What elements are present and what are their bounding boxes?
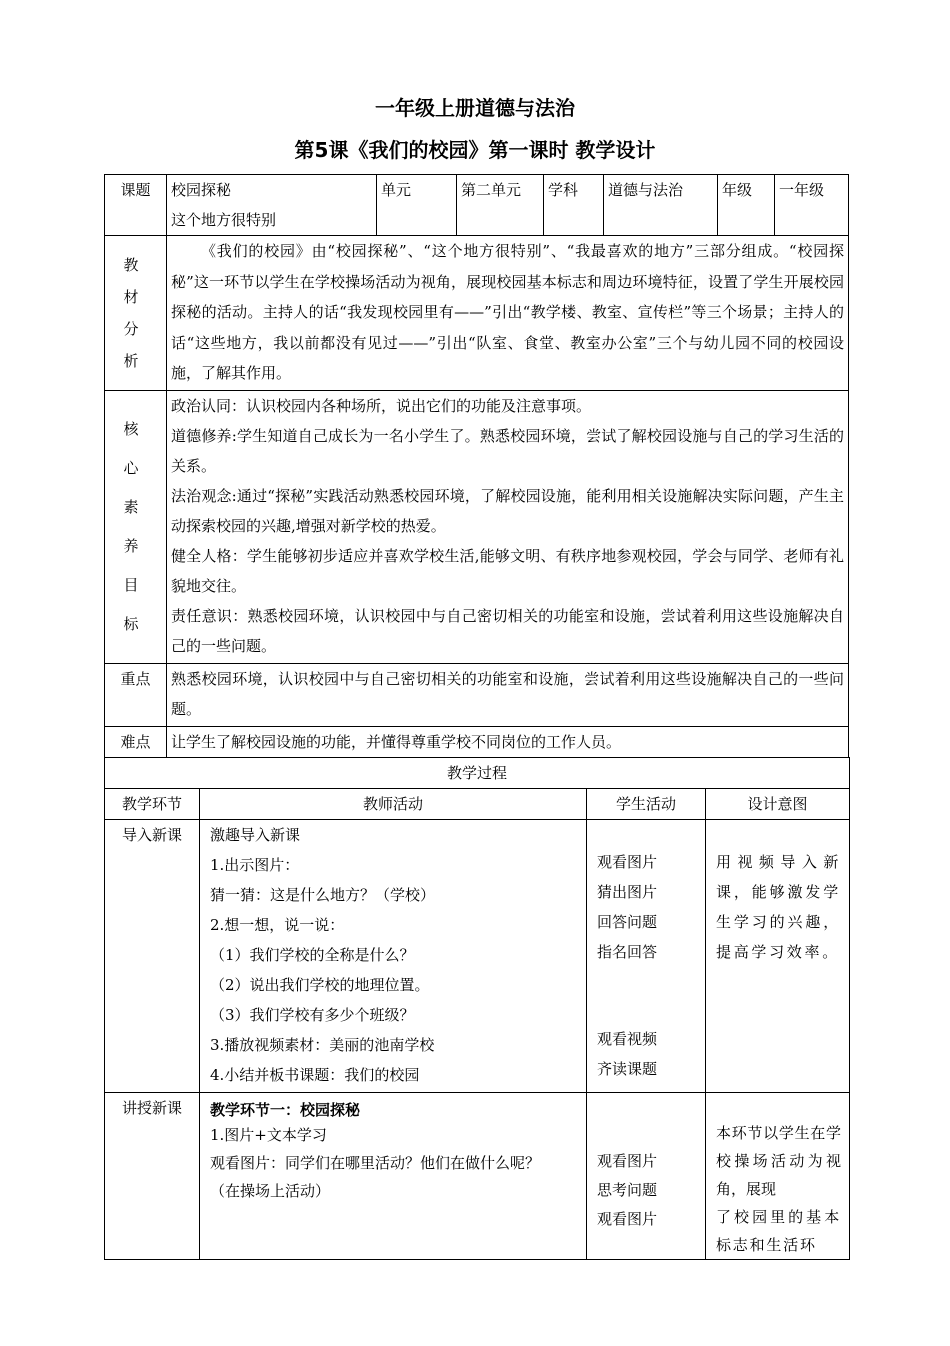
header-intent: 设计意图 [706, 789, 850, 820]
intro-teacher-line: 1.出示图片： [210, 856, 300, 874]
teach-teacher-line: 1.图片+文本学习 [210, 1126, 327, 1144]
goals-text [167, 391, 849, 664]
header-teacher: 教师活动 [200, 789, 587, 820]
intro-teacher [200, 820, 587, 1093]
analysis-label-2: 分 析 [123, 320, 148, 370]
unit-label: 单元 [377, 175, 457, 236]
header-stage: 教学环节 [105, 789, 200, 820]
key-point-label: 重点 [105, 664, 167, 727]
teach-teacher-line: （在操场上活动） [210, 1182, 331, 1200]
intro-student-line: 猜出图片 [597, 883, 658, 901]
analysis-label [105, 236, 167, 391]
topic-value-line-1: 校园探秘 [171, 181, 232, 199]
intro-student-line: 齐读课题 [597, 1060, 658, 1078]
goal-item: 法治观念:通过“探秘”实践活动熟悉校园环境，了解校园设施，能利用相关设施解决实际问题，产生主动探索校园的兴趣,增强对新学校的热爱。 [171, 487, 844, 535]
intro-intent: 用视频导入新课，能够激发学生学习的兴趣，提高学习效率。 [706, 820, 850, 1093]
difficulty-text: 让学生了解校园设施的功能，并懂得尊重学校不同岗位的工作人员。 [167, 727, 849, 758]
topic-value-line-2: 这个地方很特别 [171, 211, 277, 229]
teach-stage: 讲授新课 [105, 1093, 200, 1260]
teach-teacher-line: 观看图片：同学们在哪里活动？他们在做什么呢？ [210, 1154, 541, 1172]
goal-item: 政治认同：认识校园内各种场所，说出它们的功能及注意事项。 [171, 397, 592, 415]
goal-item: 责任意识：熟悉校园环境，认识校园中与自己密切相关的功能室和设施，尝试着利用这些设施解决自己的一些问题。 [171, 607, 844, 655]
goal-item: 健全人格：学生能够初步适应并喜欢学校生活,能够文明、有秩序地参观校园，学会与同学、老师有礼貌地交往。 [171, 547, 844, 595]
teach-student-line: 观看图片 [597, 1152, 658, 1170]
teach-student [587, 1093, 706, 1260]
intro-student-line: 回答问题 [597, 913, 658, 931]
intro-teacher-line: （3）我们学校有多少个班级？ [210, 1006, 415, 1024]
intro-teacher-line: 3.播放视频素材：美丽的池南学校 [210, 1036, 435, 1054]
intro-student-line: 观看视频 [597, 1030, 658, 1048]
teach-student-line: 观看图片 [597, 1210, 658, 1228]
intro-student [587, 820, 706, 1093]
header-student: 学生活动 [587, 789, 706, 820]
topic-label: 课题 [105, 175, 167, 236]
grade-label: 年级 [718, 175, 775, 236]
teach-intent-text-2: 了校园里的基本标志和生活环 [716, 1208, 842, 1254]
intro-teacher-line: （2）说出我们学校的地理位置。 [210, 976, 430, 994]
difficulty-label: 难点 [105, 727, 167, 758]
goal-item: 道德修养:学生知道自己成长为一名小学生了。熟悉校园环境，尝试了解校园设施与自己的学习生活的关系。 [171, 427, 844, 475]
grade-value: 一年级 [775, 175, 849, 236]
intro-teacher-line: 4.小结并板书课题：我们的校园 [210, 1066, 420, 1084]
intro-teacher-line: 2.想一想，说一说： [210, 916, 345, 934]
intro-student-line: 指名回答 [597, 943, 658, 961]
teach-student-line: 思考问题 [597, 1181, 658, 1199]
goals-label [105, 391, 167, 664]
intro-stage: 导入新课 [105, 820, 200, 1093]
goals-label-2: 素 养 [123, 498, 148, 555]
subject-value: 道德与法治 [604, 175, 718, 236]
intro-teacher-line: 猜一猜：这是什么地方？（学校） [210, 886, 436, 904]
goals-label-1: 核 心 [123, 420, 148, 477]
document-title: 一年级上册道德与法治 [375, 96, 575, 120]
teach-teacher-heading: 教学环节一：校园探秘 [210, 1101, 361, 1119]
teach-teacher [200, 1093, 587, 1260]
key-point-text: 熟悉校园环境，认识校园中与自己密切相关的功能室和设施，尝试着利用这些设施解决自己的一些问题。 [167, 664, 849, 727]
unit-value: 第二单元 [457, 175, 544, 236]
teach-intent [706, 1093, 850, 1260]
goals-label-3: 目 标 [123, 576, 148, 633]
intro-teacher-line: 激趣导入新课 [210, 826, 301, 844]
process-title: 教学过程 [105, 758, 850, 789]
subject-label: 学科 [544, 175, 604, 236]
analysis-text: 《我们的校园》由“校园探秘”、“这个地方很特别”、“我最喜欢的地方”三部分组成。“校园探秘”这一环节以学生在学校操场活动为视角，展现校园基本标志和周边环境特征，设置了学生开展校园探秘的活动。主持人的话“我发现校园里有——”引出“教学楼、教室、宣传栏”等三个场景；主持人的话“这些地方，我以前都没有见过——”引出“队室、食堂、教室办公室”三个与幼儿园不同的校园设施，了解其作用。 [167, 236, 849, 391]
teach-intent-text-1: 本环节以学生在学校操场活动为视角，展现 [716, 1124, 842, 1198]
intro-student-line: 观看图片 [597, 853, 658, 871]
process-table [104, 757, 850, 1260]
lesson-info-table [104, 174, 849, 758]
analysis-label-1: 教 材 [123, 256, 148, 306]
document-subtitle: 第5课《我们的校园》第一课时 教学设计 [294, 138, 656, 162]
topic-value [167, 175, 377, 236]
intro-teacher-line: （1）我们学校的全称是什么？ [210, 946, 415, 964]
